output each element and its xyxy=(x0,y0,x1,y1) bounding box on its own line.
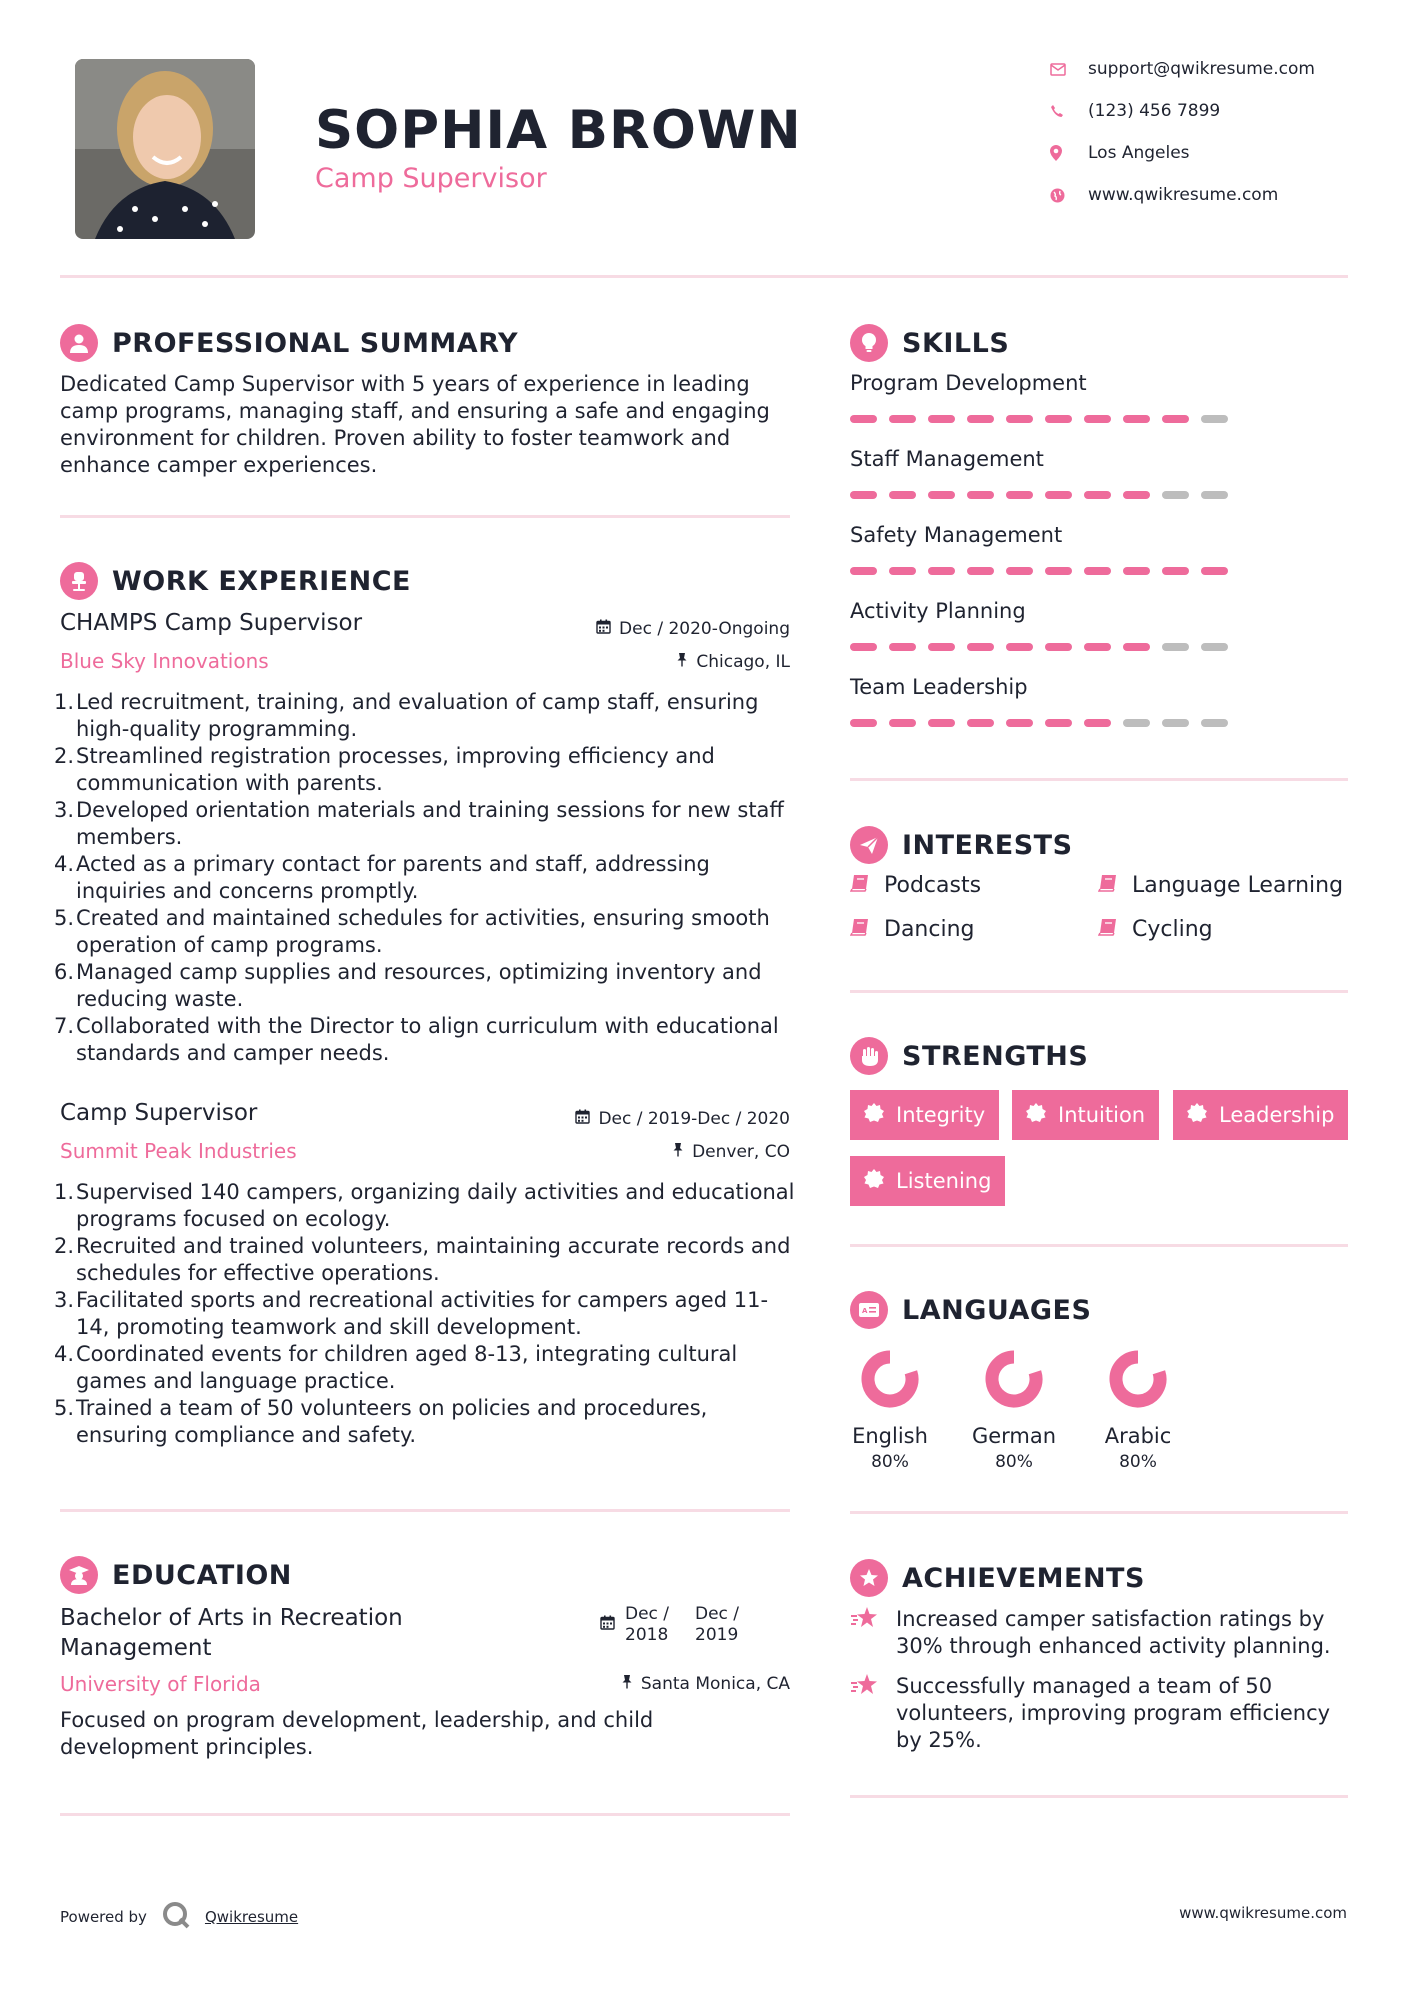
language-gauge xyxy=(979,1344,1049,1414)
job-duties-list xyxy=(54,689,797,1067)
skill-dash-filled xyxy=(967,643,994,651)
interest-item: Podcasts xyxy=(850,873,981,898)
skill-dash-filled xyxy=(1006,719,1033,727)
skill-level-bar xyxy=(850,719,1270,727)
company-name: Summit Peak Industries xyxy=(60,1139,297,1163)
skill-row xyxy=(850,599,1270,675)
list-item: 1. Supervised 140 campers, organizing daily activities and educational programs focused on ecology. xyxy=(54,1180,795,1231)
skill-dash-filled xyxy=(967,415,994,423)
calendar-icon xyxy=(596,619,611,639)
pin-icon xyxy=(621,1674,633,1694)
experience-divider xyxy=(60,1509,790,1512)
qwikresume-link[interactable]: Qwikresume xyxy=(204,1908,299,1926)
experience-heading: WORK EXPERIENCE xyxy=(60,562,411,600)
lightbulb-icon xyxy=(850,324,888,362)
skill-dash-filled xyxy=(928,643,955,651)
education-heading: EDUCATION xyxy=(60,1556,292,1594)
calendar-icon xyxy=(575,1109,590,1129)
list-item: 2. Recruited and trained volunteers, maintaining accurate records and schedules for effective operations. xyxy=(54,1234,791,1285)
skill-dash-filled xyxy=(850,415,877,423)
language-gauge xyxy=(855,1344,925,1414)
book-icon xyxy=(850,873,870,898)
education-dates: Dec / 2018 Dec / 2019 xyxy=(600,1604,755,1646)
skills-divider xyxy=(850,778,1348,781)
skill-dash-filled xyxy=(1006,567,1033,575)
company-name: Blue Sky Innovations xyxy=(60,649,269,673)
skill-dash-filled xyxy=(967,491,994,499)
list-item: 7. Collaborated with the Director to align curriculum with educational standards and camper needs. xyxy=(54,1014,779,1065)
skill-dash-filled xyxy=(967,567,994,575)
skill-dash-filled xyxy=(889,491,916,499)
achievement-item: Increased camper satisfaction ratings by 30% through enhanced activity planning. xyxy=(850,1606,1340,1660)
job-location: Denver, CO xyxy=(530,1142,790,1162)
skill-row xyxy=(850,447,1270,523)
strengths-heading: STRENGTHS xyxy=(850,1037,1088,1075)
pin-icon xyxy=(672,1142,684,1162)
list-item: 4. Coordinated events for children aged 8-13, integrating cultural games and language practice. xyxy=(54,1342,738,1393)
svg-text:A: A xyxy=(862,1307,868,1315)
skills-heading: SKILLS xyxy=(850,324,1009,362)
skill-dash-filled xyxy=(1006,491,1033,499)
degree-title: Bachelor of Arts in Recreation Management xyxy=(60,1605,403,1661)
interest-item: Dancing xyxy=(850,917,974,942)
skill-name: Activity Planning xyxy=(850,599,1026,623)
skill-name: Safety Management xyxy=(850,523,1063,547)
skill-dash-filled xyxy=(889,719,916,727)
book-icon xyxy=(1098,917,1118,942)
skill-dash-filled xyxy=(1123,491,1150,499)
paper-plane-icon xyxy=(850,826,888,864)
skill-dash-empty xyxy=(1123,719,1150,727)
summary-divider xyxy=(60,515,790,518)
summary-text: Dedicated Camp Supervisor with 5 years of experience in leading camp programs, managing staff, and ensuring a safe and engaging environment for children. Proven ability to foster teamwork and enhance camper experiences. xyxy=(60,372,770,477)
summary-heading: PROFESSIONAL SUMMARY xyxy=(60,324,518,362)
skill-dash-filled xyxy=(1045,415,1072,423)
badge-icon xyxy=(1187,1103,1207,1128)
skill-level-bar xyxy=(850,643,1270,651)
skill-level-bar xyxy=(850,491,1270,499)
skill-dash-empty xyxy=(1201,415,1228,423)
skill-dash-filled xyxy=(1162,567,1189,575)
star-icon xyxy=(850,1606,880,1660)
profile-photo xyxy=(75,59,255,239)
skill-dash-empty xyxy=(1162,719,1189,727)
job-dates: Dec / 2020-Ongoing xyxy=(530,619,790,639)
job-title: Camp Supervisor xyxy=(60,1100,258,1126)
strength-tag: Integrity xyxy=(850,1090,999,1140)
list-item: 1. Led recruitment, training, and evaluation of camp staff, ensuring high-quality programming. xyxy=(54,690,759,741)
hand-icon xyxy=(850,1037,888,1075)
user-icon xyxy=(60,324,98,362)
skills-list xyxy=(850,371,1270,751)
badge-icon xyxy=(1026,1103,1046,1128)
award-icon xyxy=(850,1559,888,1597)
phone-icon xyxy=(1050,104,1088,118)
achievements-divider xyxy=(850,1795,1348,1798)
strengths-divider xyxy=(850,1244,1348,1247)
skill-dash-filled xyxy=(889,567,916,575)
skill-dash-filled xyxy=(889,643,916,651)
language-item: German 80% xyxy=(954,1344,1074,1472)
candidate-name: SOPHIA BROWN xyxy=(315,100,802,161)
skill-dash-empty xyxy=(1201,491,1228,499)
interest-item: Cycling xyxy=(1098,917,1213,942)
skill-dash-filled xyxy=(928,491,955,499)
languages-heading: A LANGUAGES xyxy=(850,1291,1091,1329)
id-card-icon xyxy=(850,1291,888,1329)
skill-dash-filled xyxy=(1045,567,1072,575)
skill-row xyxy=(850,523,1270,599)
interest-item: Language Learning xyxy=(1098,873,1343,898)
skill-dash-filled xyxy=(1045,719,1072,727)
badge-icon xyxy=(864,1169,884,1194)
education-divider xyxy=(60,1813,790,1816)
skill-dash-empty xyxy=(1201,643,1228,651)
job-dates: Dec / 2019-Dec / 2020 xyxy=(530,1109,790,1129)
skill-name: Staff Management xyxy=(850,447,1044,471)
skill-dash-filled xyxy=(1084,491,1111,499)
strength-tag: Listening xyxy=(850,1156,1005,1206)
candidate-role: Camp Supervisor xyxy=(315,163,547,194)
skill-dash-filled xyxy=(928,719,955,727)
skill-row xyxy=(850,675,1270,751)
skill-dash-filled xyxy=(1084,643,1111,651)
skill-dash-filled xyxy=(928,415,955,423)
skill-dash-filled xyxy=(1045,643,1072,651)
strength-tag: Intuition xyxy=(1012,1090,1159,1140)
skill-level-bar xyxy=(850,415,1270,423)
language-item: Arabic 80% xyxy=(1078,1344,1198,1472)
skill-dash-filled xyxy=(928,567,955,575)
list-item: 6. Managed camp supplies and resources, optimizing inventory and reducing waste. xyxy=(54,960,762,1011)
header-divider xyxy=(60,275,1348,278)
skill-dash-filled xyxy=(1123,415,1150,423)
qwikresume-logo-icon xyxy=(161,1900,191,1934)
skill-dash-filled xyxy=(1162,415,1189,423)
skill-dash-filled xyxy=(1084,567,1111,575)
list-item: 5. Created and maintained schedules for activities, ensuring smooth operation of camp programs. xyxy=(54,906,770,957)
education-description: Focused on program development, leadership, and child development principles. xyxy=(60,1708,654,1759)
skill-dash-filled xyxy=(1045,491,1072,499)
mail-icon xyxy=(1050,63,1088,76)
skill-dash-filled xyxy=(967,719,994,727)
book-icon xyxy=(1098,873,1118,898)
skill-row xyxy=(850,371,1270,447)
location-pin-icon xyxy=(1050,145,1088,161)
skill-level-bar xyxy=(850,567,1270,575)
skill-dash-filled xyxy=(1201,567,1228,575)
skill-name: Program Development xyxy=(850,371,1087,395)
pin-icon xyxy=(676,652,688,672)
contact-website[interactable]: www.qwikresume.com xyxy=(1050,183,1278,207)
skill-dash-filled xyxy=(1006,415,1033,423)
languages-divider xyxy=(850,1511,1348,1514)
skill-dash-filled xyxy=(850,719,877,727)
footer-powered-by: Powered by Qwikresume xyxy=(60,1900,298,1934)
language-gauge xyxy=(1103,1344,1173,1414)
skill-dash-filled xyxy=(850,567,877,575)
job-title: CHAMPS Camp Supervisor xyxy=(60,610,363,636)
interests-divider xyxy=(850,990,1348,993)
skill-dash-filled xyxy=(1084,719,1111,727)
skill-dash-filled xyxy=(1123,567,1150,575)
graduate-icon xyxy=(60,1556,98,1594)
strength-tag: Leadership xyxy=(1173,1090,1348,1140)
education-location: Santa Monica, CA xyxy=(530,1674,790,1694)
skill-name: Team Leadership xyxy=(850,675,1028,699)
languages-list xyxy=(830,1344,1198,1472)
contact-phone[interactable]: (123) 456 7899 xyxy=(1050,99,1220,123)
star-icon xyxy=(850,1673,880,1754)
skill-dash-filled xyxy=(1006,643,1033,651)
school-name: University of Florida xyxy=(60,1672,261,1696)
list-item: 3. Facilitated sports and recreational activities for campers aged 11-14, promoting teamwork and skill development. xyxy=(54,1288,769,1339)
footer-url[interactable]: www.qwikresume.com xyxy=(1179,1904,1347,1922)
job-duties-list xyxy=(54,1179,797,1449)
list-item: 4. Acted as a primary contact for parents and staff, addressing inquiries and concerns promptly. xyxy=(54,852,710,903)
skill-dash-filled xyxy=(1084,415,1111,423)
badge-icon xyxy=(864,1103,884,1128)
book-icon xyxy=(850,917,870,942)
calendar-icon xyxy=(600,1615,615,1635)
chair-icon xyxy=(60,562,98,600)
contact-location: Los Angeles xyxy=(1050,141,1190,165)
list-item: 5. Trained a team of 50 volunteers on policies and procedures, ensuring compliance and safety. xyxy=(54,1396,708,1447)
globe-icon xyxy=(1050,188,1088,203)
achievements-heading: ACHIEVEMENTS xyxy=(850,1559,1145,1597)
list-item: 3. Developed orientation materials and training sessions for new staff members. xyxy=(54,798,784,849)
skill-dash-empty xyxy=(1162,491,1189,499)
skill-dash-filled xyxy=(850,491,877,499)
skill-dash-empty xyxy=(1162,643,1189,651)
skill-dash-filled xyxy=(889,415,916,423)
skill-dash-filled xyxy=(850,643,877,651)
list-item: 2. Streamlined registration processes, improving efficiency and communication with parents. xyxy=(54,744,715,795)
skill-dash-empty xyxy=(1201,719,1228,727)
contact-email[interactable]: support@qwikresume.com xyxy=(1050,57,1315,81)
skill-dash-filled xyxy=(1123,643,1150,651)
language-item: English 80% xyxy=(830,1344,950,1472)
achievement-item: Successfully managed a team of 50 volunteers, improving program efficiency by 25%. xyxy=(850,1673,1340,1754)
interests-heading: INTERESTS xyxy=(850,826,1073,864)
job-location: Chicago, IL xyxy=(530,652,790,672)
